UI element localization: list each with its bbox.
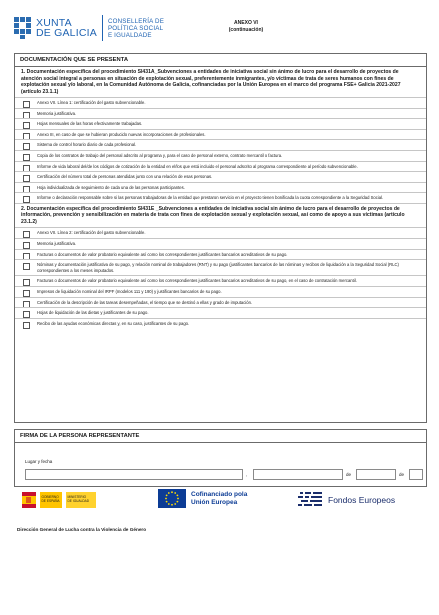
checklist-item — [15, 259, 426, 275]
checklist-item — [15, 227, 426, 238]
de-separator-2: de — [399, 472, 405, 477]
checklist-item — [15, 161, 426, 172]
checklist-item-label: Facturas o documentos de valor probatorio equivalente así como los correspondientes justificantes bancarios acreditativos de su pago, en el caso de contratación mercantil. — [37, 278, 357, 284]
checklist-item — [15, 118, 426, 129]
day-field[interactable] — [253, 469, 343, 480]
comma-separator: , — [246, 472, 248, 477]
checklist-item — [15, 182, 426, 193]
checklist-item-label: Anexo VII. Línea 2: certificación del gasto subvencionable. — [37, 230, 146, 236]
checklist-item-label: Memoria justificativa. — [37, 241, 77, 247]
checklist-item — [15, 307, 426, 318]
eu-flag-icon — [158, 489, 186, 508]
documentation-title: DOCUMENTACIÓN QUE SE PRESENTA — [15, 54, 426, 67]
eu-text-line2: Unión Europea — [191, 498, 238, 506]
checklist-item — [15, 192, 426, 203]
checklist-item-label: Informe de vida laboral del/de los códigos de cotización de la entidad en el/los que está incluido el personal adscrito al programa correspondiente al período subvencionable. — [37, 163, 358, 169]
checklist-item — [15, 108, 426, 119]
gobierno-logo — [22, 489, 102, 511]
fondos-europeos-logo — [298, 489, 395, 511]
fondos-europeos-icon — [298, 489, 324, 511]
section-si431e: 2. Documentación específica del procedimiento SI431E _Subvenciones a entidades de iniciativa social sin ánimo de lucro para el desarrollo de proyectos de información, prevención y sensibilización en materia de trata con fines de explotación sexual y explotación sexual, así como de apoyo a sus víctimas (artículo 23.1.2) — [15, 203, 426, 228]
checklist-item — [15, 139, 426, 150]
checklist-item-label: Recibo de las ayudas económicas directas y, en su caso, justificantes de su pago. — [37, 320, 190, 326]
fondos-europeos-text: Fondos Europeos — [328, 495, 396, 505]
checkbox[interactable] — [23, 196, 30, 203]
eu-cofinanced-logo — [158, 489, 247, 508]
checklist-item-label: Certificación del número total de personas atendidas junto con una relación de esas personas. — [37, 174, 213, 180]
checklist-item — [15, 249, 426, 260]
checklist-item-label: Memoria justificativa. — [37, 110, 77, 116]
department-name: CONSELLERÍA DE POLÍTICA SOCIAL E IGUALDADE — [107, 17, 165, 39]
gobierno-text-1: GOBIERNO — [41, 495, 59, 499]
year-field[interactable] — [409, 469, 423, 480]
xunta-emblem-icon — [14, 17, 32, 39]
checklist-item — [15, 297, 426, 308]
checklist-item-label: Anexo VII. Línea 1: certificación del gasto subvencionable. — [37, 100, 146, 105]
signature-box — [14, 429, 427, 487]
checklist-item — [15, 275, 426, 286]
checklist-item — [15, 97, 426, 108]
checklist-item-label: Hojas mensuales de las horas efectivamente trabajadas. — [37, 121, 143, 127]
checklist-item — [15, 286, 426, 297]
checklist-item — [15, 150, 426, 161]
checklist-item-label: Sistema de control horario diario de cada profesional. — [37, 142, 137, 148]
checkbox[interactable] — [23, 263, 30, 270]
gobierno-text-2: DE ESPAÑA — [41, 499, 60, 503]
annex-heading — [196, 20, 296, 34]
direccion-general-text: Dirección General de Lucha contra la Violencia de Género — [17, 527, 147, 532]
annex-subtitle: (continuación) — [228, 27, 264, 33]
checklist-item-label: Hoja individualizada de seguimiento de cada una de las personas participantes. — [37, 184, 185, 190]
checklist-item — [15, 318, 426, 329]
checklist-item-label: Hojas de liquidación de las dietas y justificantes de su pago. — [37, 310, 149, 316]
xunta-logo — [14, 15, 164, 41]
checklist-item-label: Copia de los contratos de trabajo del personal adscrito al programa y, para el caso de personal externo, contrato mercantil o factura. — [37, 152, 283, 158]
section-si431a: 1. Documentación específica del procedimiento SI431A_Subvenciones a entidades de iniciativa social sin ánimo de lucro para el desarrollo de proyectos de atención social integral a personas en situación de explotación sexual, preferentemente inmigrantes, y/o víctimas de trata de seres humanos con fines de explotación sexual y/o laboral, en la Comunidad Autónoma de Galicia, cofinanciadas por la Unión Europea en el marco del programa FSE+ Galicia 2021-2027 (artículo 23.1.1) — [21, 69, 401, 95]
signature-title: FIRMA DE LA PERSONA REPRESENTANTE — [15, 430, 426, 443]
checklist-item-label: Impresos de liquidación nominal del IRPF (modelos 111 y 190) y justificantes bancarios de su pago. — [37, 289, 222, 294]
de-separator-1: de — [346, 472, 352, 477]
checklist-item — [15, 171, 426, 182]
checklist-item-label: Informe o declaración responsable sobre si las personas trabajadoras de la entidad que prestaron servicio en el proyecto tienen bonificada la cuota correspondiente a la Seguridad Social. — [37, 195, 384, 201]
documentation-box — [14, 53, 427, 423]
place-date-label: Lugar y fecha — [25, 459, 53, 464]
checklist-item-label: Certificación de la descripción de las tareas desempeñadas, el tiempo que se destinó a ellas y grado de imputación. — [37, 299, 253, 305]
place-field[interactable] — [25, 469, 243, 480]
ministerio-text-1: MINISTERIO — [67, 495, 87, 499]
checklist-item-label: Anexo III, en caso de que se hubieran producido nuevas incorporaciones de profesionales. — [37, 131, 206, 137]
eu-text-line1: Cofinanciado pola — [191, 491, 248, 498]
checklist-item-label: Facturas o documentos de valor probatorio equivalente así como los correspondientes justificantes bancarios acreditativos de su pago. — [37, 251, 288, 257]
checklist-item — [15, 238, 426, 249]
checkbox[interactable] — [23, 322, 30, 329]
month-field[interactable] — [356, 469, 396, 480]
xunta-name: XUNTA DE GALICIA — [36, 17, 97, 39]
checklist-item — [15, 129, 426, 140]
annex-title: ANEXO VI — [234, 20, 258, 26]
ministerio-text-2: DE IGUALDAD — [67, 499, 90, 503]
checklist-item-label: Nóminas y documentación justificativa de su pago, y relación nominal de trabajadores (RNT) y su pago (justificantes bancarios de las nóminas y recibos de liquidación a la Seguridad Social (RLC) correspondientes a los meses imputados. — [37, 262, 399, 273]
